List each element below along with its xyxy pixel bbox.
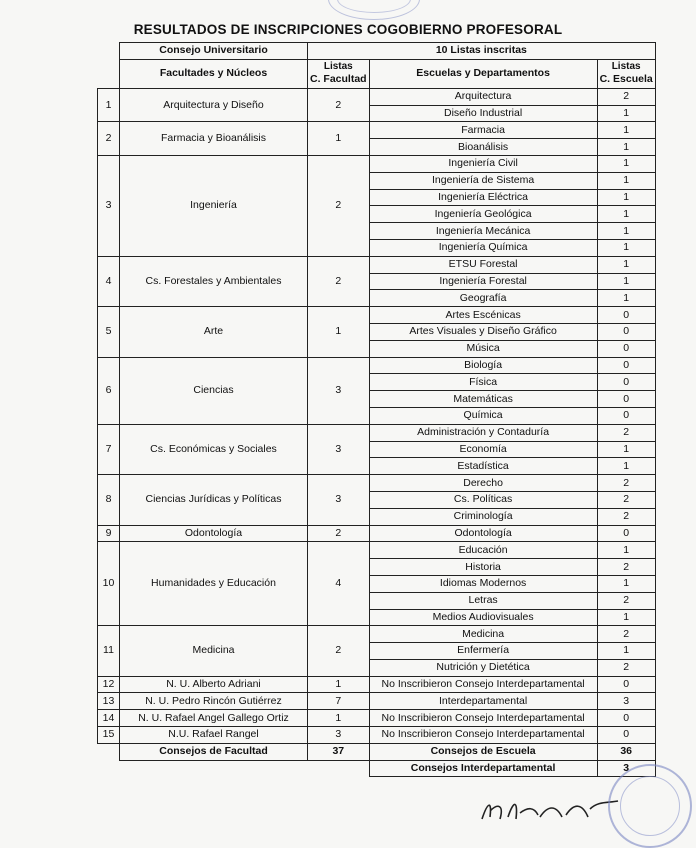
faculty-listas: 1 <box>308 122 370 156</box>
school-listas: 0 <box>597 323 655 340</box>
school-listas: 2 <box>597 475 655 492</box>
school-listas: 2 <box>597 424 655 441</box>
totals-row-2 <box>98 760 656 777</box>
faculty-name: Ciencias Jurídicas y Políticas <box>120 475 308 525</box>
faculty-number: 1 <box>98 88 120 122</box>
school-listas: 2 <box>597 559 655 576</box>
school-listas: 1 <box>597 542 655 559</box>
faculty-listas: 1 <box>308 710 370 727</box>
faculty-number: 2 <box>98 122 120 156</box>
school-name: Música <box>369 340 597 357</box>
school-listas: 0 <box>597 307 655 324</box>
faculty-number: 5 <box>98 307 120 357</box>
faculty-listas: 2 <box>308 525 370 542</box>
faculty-listas: 1 <box>308 307 370 357</box>
school-listas: 2 <box>597 592 655 609</box>
school-listas: 0 <box>597 710 655 727</box>
school-listas: 2 <box>597 508 655 525</box>
school-listas: 2 <box>597 491 655 508</box>
school-name: Medicina <box>369 626 597 643</box>
faculty-number: 9 <box>98 525 120 542</box>
school-listas: 0 <box>597 525 655 542</box>
faculty-listas: 3 <box>308 357 370 424</box>
school-listas: 1 <box>597 172 655 189</box>
blank-cell <box>98 760 120 777</box>
school-name: Odontología <box>369 525 597 542</box>
faculty-name: N. U. Pedro Rincón Gutiérrez <box>120 693 308 710</box>
faculty-number: 14 <box>98 710 120 727</box>
faculty-listas: 2 <box>308 626 370 676</box>
school-listas: 1 <box>597 290 655 307</box>
school-name: Física <box>369 374 597 391</box>
faculty-number: 11 <box>98 626 120 676</box>
school-name: ETSU Forestal <box>369 256 597 273</box>
school-name: Ingeniería Civil <box>369 155 597 172</box>
header-row-2 <box>98 59 656 88</box>
table-row <box>98 155 656 172</box>
table-row <box>98 88 656 105</box>
school-listas: 2 <box>597 88 655 105</box>
school-name: Nutrición y Dietética <box>369 659 597 676</box>
consejo-universitario-label: Consejo Universitario <box>120 43 308 60</box>
faculty-number: 12 <box>98 676 120 693</box>
school-listas: 1 <box>597 575 655 592</box>
table-row <box>98 542 656 559</box>
blank-cell <box>98 59 120 88</box>
faculty-number: 4 <box>98 256 120 306</box>
school-name: Ingeniería Eléctrica <box>369 189 597 206</box>
school-listas: 1 <box>597 189 655 206</box>
school-name: Geografía <box>369 290 597 307</box>
school-listas: 0 <box>597 407 655 424</box>
total-facultad-label: Consejos de Facultad <box>120 743 308 760</box>
listas-facultad-line2: C. Facultad <box>310 72 367 85</box>
facultades-header: Facultades y Núcleos <box>120 59 308 88</box>
faculty-name: Cs. Forestales y Ambientales <box>120 256 308 306</box>
school-name: Diseño Industrial <box>369 105 597 122</box>
totals-row-1 <box>98 743 656 760</box>
school-listas: 1 <box>597 155 655 172</box>
faculty-listas: 7 <box>308 693 370 710</box>
faculty-number: 8 <box>98 475 120 525</box>
school-name: Derecho <box>369 475 597 492</box>
school-listas: 0 <box>597 727 655 744</box>
school-name: Artes Escénicas <box>369 307 597 324</box>
handwritten-signature <box>478 797 628 823</box>
school-name: No Inscribieron Consejo Interdepartamental <box>369 676 597 693</box>
school-name: Ingeniería Geológica <box>369 206 597 223</box>
table-row <box>98 307 656 324</box>
listas-facultad-header <box>308 59 370 88</box>
table-row <box>98 693 656 710</box>
school-name: Estadística <box>369 458 597 475</box>
total-inter-value: 3 <box>597 760 655 777</box>
school-name: Química <box>369 407 597 424</box>
school-name: Ingeniería Forestal <box>369 273 597 290</box>
faculty-name: N.U. Rafael Rangel <box>120 727 308 744</box>
school-name: Interdepartamental <box>369 693 597 710</box>
school-name: Artes Visuales y Diseño Gráfico <box>369 323 597 340</box>
school-listas: 1 <box>597 105 655 122</box>
totals <box>98 743 656 777</box>
listas-escuela-header <box>597 59 655 88</box>
faculty-name: Ciencias <box>120 357 308 424</box>
school-listas: 1 <box>597 139 655 156</box>
school-name: Farmacia <box>369 122 597 139</box>
faculty-name: Farmacia y Bioanálisis <box>120 122 308 156</box>
faculty-name: Humanidades y Educación <box>120 542 308 626</box>
faculty-listas: 3 <box>308 727 370 744</box>
school-listas: 0 <box>597 357 655 374</box>
school-name: Letras <box>369 592 597 609</box>
school-name: Economía <box>369 441 597 458</box>
school-listas: 1 <box>597 206 655 223</box>
school-listas: 2 <box>597 626 655 643</box>
faculty-name: N. U. Alberto Adriani <box>120 676 308 693</box>
table-row <box>98 475 656 492</box>
school-name: Educación <box>369 542 597 559</box>
faculty-listas: 4 <box>308 542 370 626</box>
table-row <box>98 424 656 441</box>
results-table-body <box>98 43 656 744</box>
school-name: Bioanálisis <box>369 139 597 156</box>
school-name: Medios Audiovisuales <box>369 609 597 626</box>
faculty-name: Arquitectura y Diseño <box>120 88 308 122</box>
total-escuela-value: 36 <box>597 743 655 760</box>
faculty-number: 6 <box>98 357 120 424</box>
header-row-1 <box>98 43 656 60</box>
table-row <box>98 710 656 727</box>
school-listas: 1 <box>597 643 655 660</box>
faculty-name: Arte <box>120 307 308 357</box>
listas-escuela-line2: C. Escuela <box>599 72 653 85</box>
school-name: Idiomas Modernos <box>369 575 597 592</box>
total-inter-label: Consejos Interdepartamental <box>369 760 597 777</box>
school-name: Ingeniería de Sistema <box>369 172 597 189</box>
faculty-listas: 3 <box>308 424 370 474</box>
school-listas: 0 <box>597 374 655 391</box>
school-listas: 1 <box>597 273 655 290</box>
school-name: No Inscribieron Consejo Interdepartamental <box>369 710 597 727</box>
school-name: Ingeniería Química <box>369 239 597 256</box>
school-listas: 1 <box>597 458 655 475</box>
official-stamp-bottom <box>608 764 692 848</box>
faculty-number: 3 <box>98 155 120 256</box>
escuelas-header: Escuelas y Departamentos <box>369 59 597 88</box>
school-listas: 2 <box>597 659 655 676</box>
table-row <box>98 525 656 542</box>
listas-facultad-line1: Listas <box>323 60 353 72</box>
faculty-name: Medicina <box>120 626 308 676</box>
blank-cell <box>120 760 308 777</box>
faculty-listas: 3 <box>308 475 370 525</box>
school-listas: 0 <box>597 391 655 408</box>
listas-escuela-line1: Listas <box>611 60 641 72</box>
table-row <box>98 727 656 744</box>
table-row <box>98 626 656 643</box>
faculty-listas: 2 <box>308 155 370 256</box>
school-name: Enfermería <box>369 643 597 660</box>
faculty-name: N. U. Rafael Angel Gallego Ortiz <box>120 710 308 727</box>
table-row <box>98 122 656 139</box>
blank-cell <box>98 743 120 760</box>
school-listas: 1 <box>597 122 655 139</box>
official-stamp-top <box>328 0 420 20</box>
school-listas: 3 <box>597 693 655 710</box>
school-name: Administración y Contaduría <box>369 424 597 441</box>
faculty-name: Ingeniería <box>120 155 308 256</box>
school-name: Cs. Políticas <box>369 491 597 508</box>
faculty-number: 7 <box>98 424 120 474</box>
faculty-number: 10 <box>98 542 120 626</box>
school-listas: 0 <box>597 340 655 357</box>
school-listas: 1 <box>597 223 655 240</box>
document-title: RESULTADOS DE INSCRIPCIONES COGOBIERNO PROFESORAL <box>133 22 563 37</box>
faculty-listas: 2 <box>308 88 370 122</box>
school-name: Biología <box>369 357 597 374</box>
school-listas: 1 <box>597 239 655 256</box>
school-name: Matemáticas <box>369 391 597 408</box>
school-name: Ingeniería Mecánica <box>369 223 597 240</box>
blank-cell <box>308 760 370 777</box>
school-listas: 1 <box>597 256 655 273</box>
faculty-listas: 2 <box>308 256 370 306</box>
school-listas: 1 <box>597 609 655 626</box>
school-name: Historia <box>369 559 597 576</box>
school-listas: 1 <box>597 441 655 458</box>
faculty-name: Odontología <box>120 525 308 542</box>
total-facultad-value: 37 <box>308 743 370 760</box>
faculty-number: 13 <box>98 693 120 710</box>
school-name: Arquitectura <box>369 88 597 105</box>
table-row <box>98 256 656 273</box>
total-escuela-label: Consejos de Escuela <box>369 743 597 760</box>
faculty-number: 15 <box>98 727 120 744</box>
table-row <box>98 676 656 693</box>
faculty-listas: 1 <box>308 676 370 693</box>
results-table <box>97 42 656 777</box>
listas-inscritas-label: 10 Listas inscritas <box>308 43 656 60</box>
faculty-name: Cs. Económicas y Sociales <box>120 424 308 474</box>
school-name: Criminología <box>369 508 597 525</box>
table-row <box>98 357 656 374</box>
school-listas: 0 <box>597 676 655 693</box>
school-name: No Inscribieron Consejo Interdepartamental <box>369 727 597 744</box>
blank-cell <box>98 43 120 60</box>
